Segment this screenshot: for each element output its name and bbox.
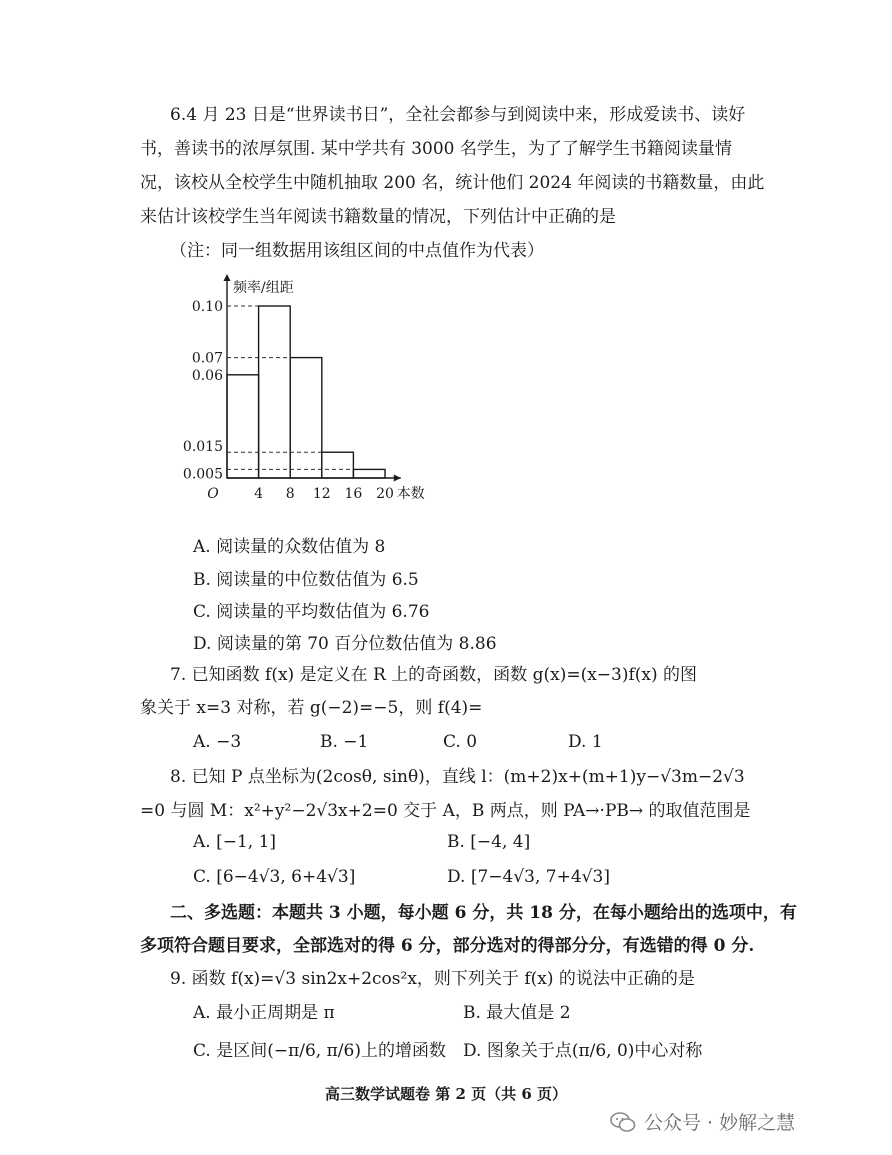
page-footer: 高三数学试题卷 第 2 页（共 6 页） — [325, 1085, 567, 1103]
x-axis-label: 本数 — [396, 486, 425, 502]
y-tick-label: 0.10 — [191, 299, 223, 315]
q9-option-d: D. 图象关于点(π/6, 0)中心对称 — [463, 1041, 703, 1061]
x-axis-arrow — [394, 475, 401, 482]
q9-option-b: B. 最大值是 2 — [463, 1003, 571, 1023]
x-tick-label: 20 — [376, 486, 394, 502]
q7-option-a: A. −3 — [193, 732, 242, 752]
y-tick-label: 0.07 — [191, 350, 223, 367]
frequency-histogram — [175, 270, 445, 510]
q8-option-b: B. [−4, 4] — [447, 832, 531, 852]
q6-option-b: B. 阅读量的中位数估值为 6.5 — [193, 570, 419, 590]
x-tick-label: 4 — [254, 486, 264, 502]
q8-option-a: A. [−1, 1] — [193, 832, 277, 852]
x-tick-label: 8 — [285, 486, 295, 502]
q9-option-c: C. 是区间(−π/6, π/6)上的增函数 — [193, 1041, 446, 1061]
q9-line-1: 9. 函数 f(x)=√3 sin2x+2cos²x，则下列关于 f(x) 的说法中正确的是 — [170, 969, 695, 989]
origin-label: O — [207, 486, 219, 502]
q6-option-d: D. 阅读量的第 70 百分位数估值为 8.86 — [193, 634, 497, 654]
q7-line-2: 象关于 x=3 对称，若 g(−2)=−5，则 f(4)= — [140, 698, 483, 718]
q6-line-4: 来估计该校学生当年阅读书籍数量的情况，下列估计中正确的是 — [140, 207, 616, 227]
y-tick-label: 0.06 — [191, 367, 223, 384]
wechat-icon — [610, 1111, 636, 1133]
section2-line-2: 多项符合题目要求，全部选对的得 6 分，部分选对的得部分分，有选错的得 0 分. — [140, 936, 755, 956]
q8-line-1: 8. 已知 P 点坐标为(2cosθ, sinθ)，直线 l：(m+2)x+(m+1)y−√3m−2√3 — [170, 767, 745, 787]
q6-line-2: 书，善读书的浓厚氛围. 某中学共有 3000 名学生，为了了解学生书籍阅读量情 — [140, 139, 732, 159]
y-axis-arrow — [224, 274, 231, 281]
q7-option-b: B. −1 — [320, 732, 369, 752]
q8-line-2: =0 与圆 M：x²+y²−2√3x+2=0 交于 A，B 两点，则 PA→·PB→ 的取值范围是 — [140, 801, 751, 821]
x-tick-label: 16 — [344, 486, 363, 502]
y-tick-label: 0.015 — [182, 439, 223, 456]
q8-option-d: D. [7−4√3, 7+4√3] — [447, 867, 610, 887]
q7-line-1: 7. 已知函数 f(x) 是定义在 R 上的奇函数，函数 g(x)=(x−3)f(x) 的图 — [170, 665, 698, 685]
histogram-bar — [290, 358, 322, 478]
q7-option-c: C. 0 — [443, 732, 478, 752]
section2-line-1: 二、多选题：本题共 3 小题，每小题 6 分，共 18 分，在每小题给出的选项中，有 — [170, 903, 797, 923]
q6-option-c: C. 阅读量的平均数估值为 6.76 — [193, 602, 430, 622]
q6-option-a: A. 阅读量的众数估值为 8 — [193, 537, 386, 557]
y-tick-label: 0.005 — [182, 466, 223, 483]
histogram-bar — [227, 375, 259, 478]
histogram-bar — [353, 469, 385, 478]
q9-option-a: A. 最小正周期是 π — [193, 1003, 335, 1023]
watermark-text: 公众号 · 妙解之慧 — [644, 1112, 796, 1134]
x-tick-label: 12 — [312, 486, 331, 502]
q6-note: （注：同一组数据用该组区间的中点值作为代表） — [170, 241, 544, 261]
q7-option-d: D. 1 — [568, 732, 603, 752]
histogram-bar — [322, 452, 354, 478]
watermark — [610, 1108, 795, 1135]
q6-line-1: 6.4 月 23 日是“世界读书日”，全社会都参与到阅读中来，形成爱读书、读好 — [170, 105, 746, 125]
y-axis-label: 频率/组距 — [233, 280, 294, 296]
q8-option-c: C. [6−4√3, 6+4√3] — [193, 867, 356, 887]
q6-line-3: 况，该校从全校学生中随机抽取 200 名，统计他们 2024 年阅读的书籍数量，由此 — [140, 173, 765, 193]
